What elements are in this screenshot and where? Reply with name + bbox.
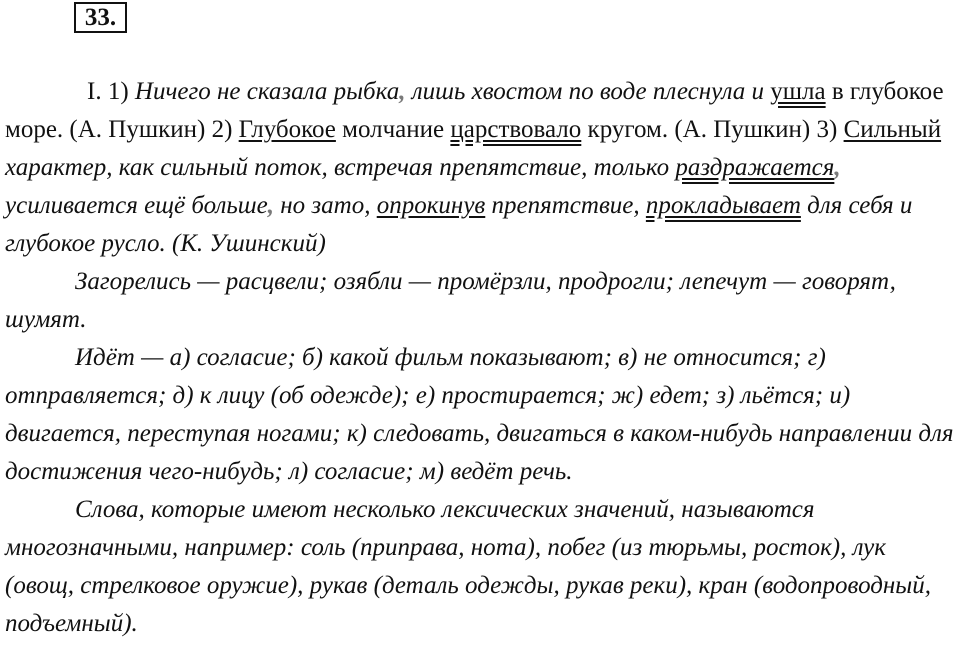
highlighted-comma: , bbox=[267, 192, 274, 219]
sentence-1-number: 1) bbox=[107, 78, 129, 105]
sentence-2-number: 2) bbox=[211, 116, 233, 143]
paragraph-meanings: Идёт — а) согласие; б) какой фильм показывают; в) не относится; г) отправляется; д) к лицу (об одежде); е) простирается; ж) едет; з) льётся; и) двигается, переступая ногами; к) следовать, двигаться в каком-нибудь направлении для достижения чего-нибудь; л) согласие; м) ведёт речь. bbox=[5, 344, 954, 485]
sentence-3-text: препятствие, bbox=[485, 192, 646, 219]
sentence-1-text: в глубокое море. (А. Пушкин) bbox=[5, 78, 944, 143]
paragraph-synonyms: Загорелись — расцвели; озябли — промёрзли, продрогли; лепечут — говорят, шумят. bbox=[5, 268, 896, 333]
sentence-3-text: усиливается ещё больше bbox=[5, 192, 268, 219]
paragraph-part1 bbox=[5, 73, 955, 263]
predicate-word: ушла bbox=[770, 78, 826, 105]
highlighted-comma: , bbox=[399, 78, 406, 105]
part-label: I. bbox=[87, 78, 102, 105]
sentence-3-number: 3) bbox=[816, 116, 838, 143]
exercise-number: 33. bbox=[74, 2, 127, 33]
sentence-3-text: для себя и глубокое русло. (К. Ушинский) bbox=[5, 192, 913, 257]
adjective-word: Глубокое bbox=[238, 116, 336, 143]
sentence-2-text: молчание bbox=[335, 116, 451, 143]
sentence-3-text: но зато, bbox=[274, 192, 377, 219]
sentence-2-text: кругом. (А. Пушкин) bbox=[581, 116, 817, 143]
predicate-word: раздражается bbox=[675, 154, 835, 181]
paragraph-polysemy: Слова, которые имеют несколько лексических значений, называются многозначными, например: соль (приправа, нота), побег (из тюрьмы, росток), лук (овощ, стрелковое оружие), рукав (деталь одежды, рукав реки), кран (водопроводный, подъемный). bbox=[5, 496, 931, 637]
highlighted-comma: , bbox=[834, 154, 841, 181]
answer-text bbox=[5, 73, 955, 643]
adjective-word: Сильный bbox=[843, 116, 942, 143]
predicate-word: царствовало bbox=[450, 116, 582, 143]
predicate-word: прокладывает bbox=[645, 192, 801, 219]
sentence-1-text: Ничего не сказала рыбка bbox=[134, 78, 400, 105]
sentence-1-text: лишь хвостом по воде плеснула и bbox=[405, 78, 771, 105]
sentence-3-text: характер, как сильный поток, встречая препятствие, только bbox=[5, 154, 676, 181]
participle-word: опрокинув bbox=[376, 192, 486, 219]
